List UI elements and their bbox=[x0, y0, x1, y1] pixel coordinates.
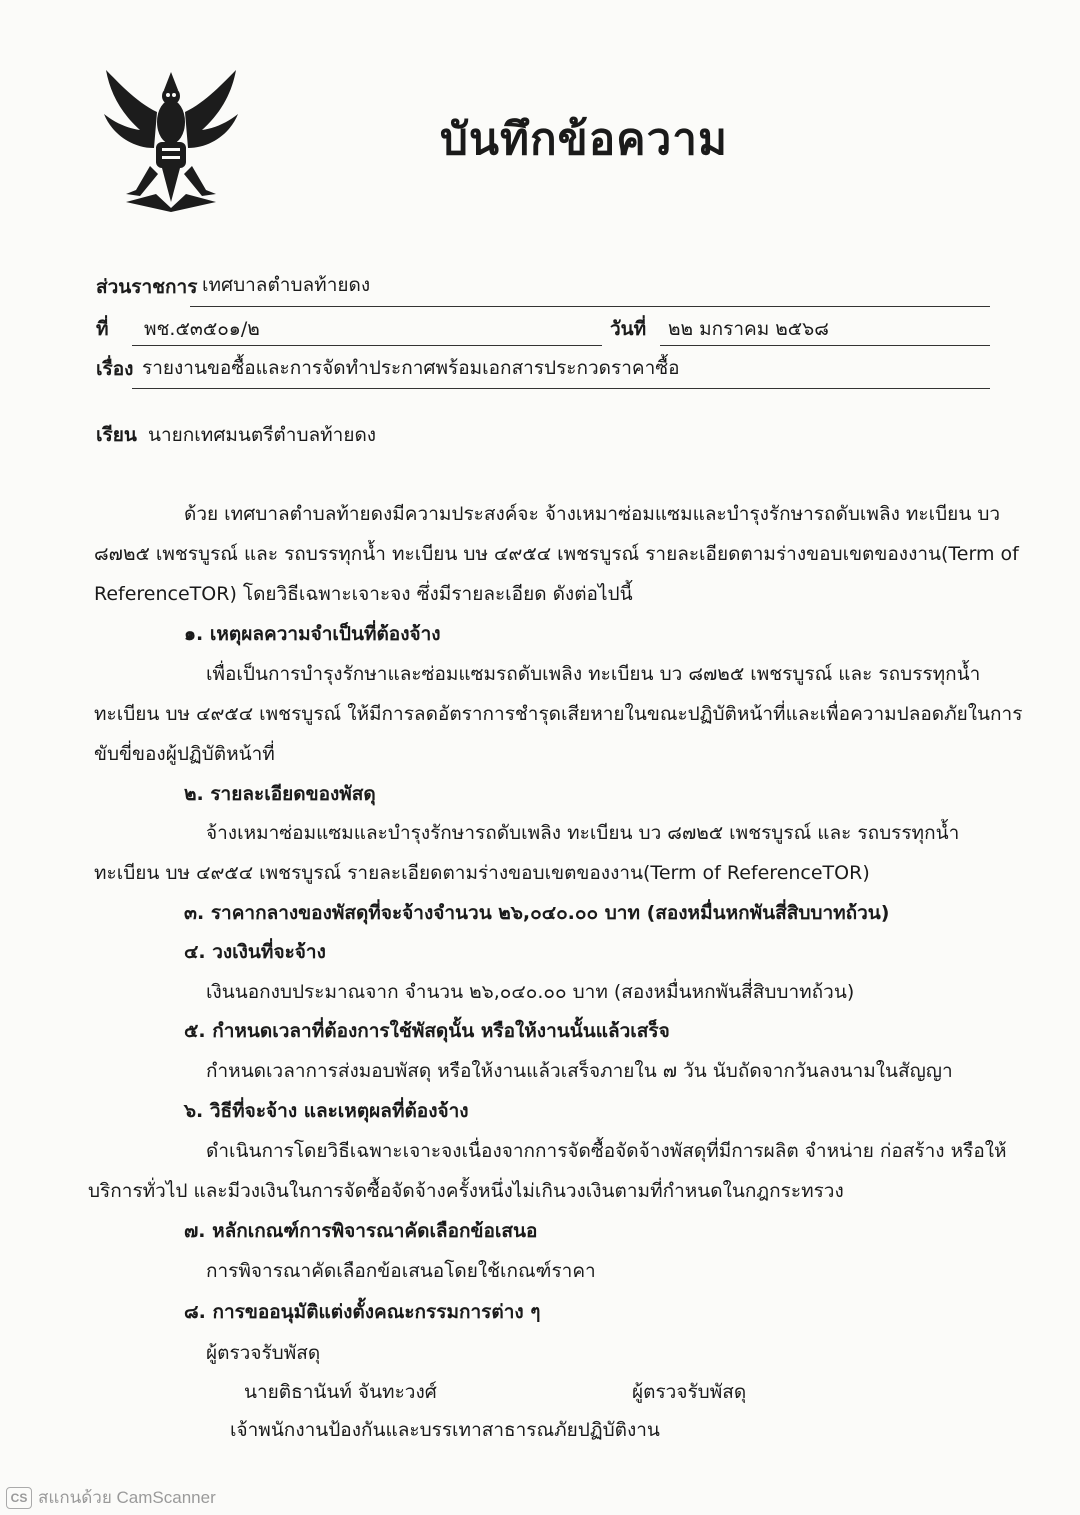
body-line: กำหนดเวลาการส่งมอบพัสดุ หรือให้งานแล้วเสร็จภายใน ๗ วัน นับถัดจากวันลงนามในสัญญา bbox=[206, 1060, 953, 1082]
section-heading: ๑. เหตุผลความจำเป็นที่ต้องจ้าง bbox=[184, 623, 441, 645]
body-line: ทะเบียน บษ ๔๙๕๔ เพชรบูรณ์ ให้มีการลดอัตราการชำรุดเสียหายในขณะปฏิบัติหน้าที่และเพื่อความปลอดภัยในการ bbox=[94, 703, 1023, 725]
garuda-emblem-icon bbox=[96, 62, 246, 212]
to-label: เรียน bbox=[96, 424, 137, 446]
body-line: ReferenceTOR) โดยวิธีเฉพาะเจาะจง ซึ่งมีรายละเอียด ดังต่อไปนี้ bbox=[94, 583, 633, 605]
body-line: ด้วย เทศบาลตำบลท้ายดงมีความประสงค์จะ จ้างเหมาซ่อมแซมและบำรุงรักษารถดับเพลิง ทะเบียน บว bbox=[184, 503, 1001, 525]
body-line: ทะเบียน บษ ๔๙๕๔ เพชรบูรณ์ รายละเอียดตามร่างขอบเขตของงาน(Term of ReferenceTOR) bbox=[94, 862, 870, 884]
department-label: ส่วนราชการ bbox=[96, 276, 198, 298]
section-heading: ๕. กำหนดเวลาที่ต้องการใช้พัสดุนั้น หรือให้งานนั้นแล้วเสร็จ bbox=[184, 1020, 670, 1042]
section-heading: ๘. การขออนุมัติแต่งตั้งคณะกรรมการต่าง ๆ bbox=[184, 1301, 541, 1323]
committee-name: นายติธานันท์ จันทะวงศ์ bbox=[244, 1381, 437, 1403]
department-value: เทศบาลตำบลท้ายดง bbox=[202, 274, 371, 296]
ref-value: พช.๕๓๕๐๑/๒ bbox=[144, 318, 260, 340]
subject-value: รายงานขอซื้อและการจัดทำประกาศพร้อมเอกสารประกวดราคาซื้อ bbox=[142, 357, 680, 379]
ref-rule bbox=[132, 345, 602, 346]
section-heading: ๗. หลักเกณฑ์การพิจารณาคัดเลือกข้อเสนอ bbox=[184, 1220, 538, 1242]
body-line: ขับขี่ของผู้ปฏิบัติหน้าที่ bbox=[94, 743, 275, 765]
body-line: ผู้ตรวจรับพัสดุ bbox=[206, 1342, 321, 1364]
section-heading: ๖. วิธีที่จะจ้าง และเหตุผลที่ต้องจ้าง bbox=[184, 1100, 469, 1122]
camscanner-logo-icon: CS bbox=[6, 1487, 32, 1509]
body-line: เงินนอกงบประมาณจาก จำนวน ๒๖,๐๔๐.๐๐ บาท (สองหมื่นหกพันสี่สิบบาทถ้วน) bbox=[206, 981, 855, 1003]
committee-position: เจ้าพนักงานป้องกันและบรรเทาสาธารณภัยปฏิบัติงาน bbox=[230, 1419, 660, 1441]
department-rule bbox=[190, 306, 990, 307]
body-line: ดำเนินการโดยวิธีเฉพาะเจาะจงเนื่องจากการจัดซื้อจัดจ้างพัสดุที่มีการผลิต จำหน่าย ก่อสร้าง หรือให้ bbox=[206, 1140, 1007, 1162]
body-line: เพื่อเป็นการบำรุงรักษาและซ่อมแซมรถดับเพลิง ทะเบียน บว ๘๗๒๕ เพชรบูรณ์ และ รถบรรทุกน้ำ bbox=[206, 663, 981, 685]
date-value: ๒๒ มกราคม ๒๕๖๘ bbox=[668, 318, 829, 340]
camscanner-watermark bbox=[6, 1484, 216, 1511]
date-rule bbox=[660, 345, 990, 346]
camscanner-text: สแกนด้วย CamScanner bbox=[38, 1488, 216, 1507]
body-line: การพิจารณาคัดเลือกข้อเสนอโดยใช้เกณฑ์ราคา bbox=[206, 1260, 596, 1282]
subject-rule bbox=[132, 388, 990, 389]
date-label: วันที่ bbox=[610, 318, 647, 340]
body-line: บริการทั่วไป และมีวงเงินในการจัดซื้อจัดจ้างครั้งหนึ่งไม่เกินวงเงินตามที่กำหนดในกฎกระทรวง bbox=[88, 1180, 844, 1202]
memo-title: บันทึกข้อความ bbox=[440, 114, 729, 165]
to-value: นายกเทศมนตรีตำบลท้ายดง bbox=[148, 424, 377, 446]
subject-label: เรื่อง bbox=[96, 358, 134, 380]
body-line: ๘๗๒๕ เพชรบูรณ์ และ รถบรรทุกน้ำ ทะเบียน บษ ๔๙๕๔ เพชรบูรณ์ รายละเอียดตามร่างขอบเขตของงาน(Term of bbox=[94, 543, 1019, 565]
committee-role: ผู้ตรวจรับพัสดุ bbox=[632, 1381, 747, 1403]
ref-label: ที่ bbox=[96, 318, 109, 340]
body-line: จ้างเหมาซ่อมแซมและบำรุงรักษารถดับเพลิง ทะเบียน บว ๘๗๒๕ เพชรบูรณ์ และ รถบรรทุกน้ำ bbox=[206, 822, 960, 844]
section-heading: ๒. รายละเอียดของพัสดุ bbox=[184, 783, 376, 805]
section-heading: ๓. ราคากลางของพัสดุที่จะจ้างจำนวน ๒๖,๐๔๐.๐๐ บาท (สองหมื่นหกพันสี่สิบบาทถ้วน) bbox=[184, 902, 890, 924]
section-heading: ๔. วงเงินที่จะจ้าง bbox=[184, 941, 326, 963]
